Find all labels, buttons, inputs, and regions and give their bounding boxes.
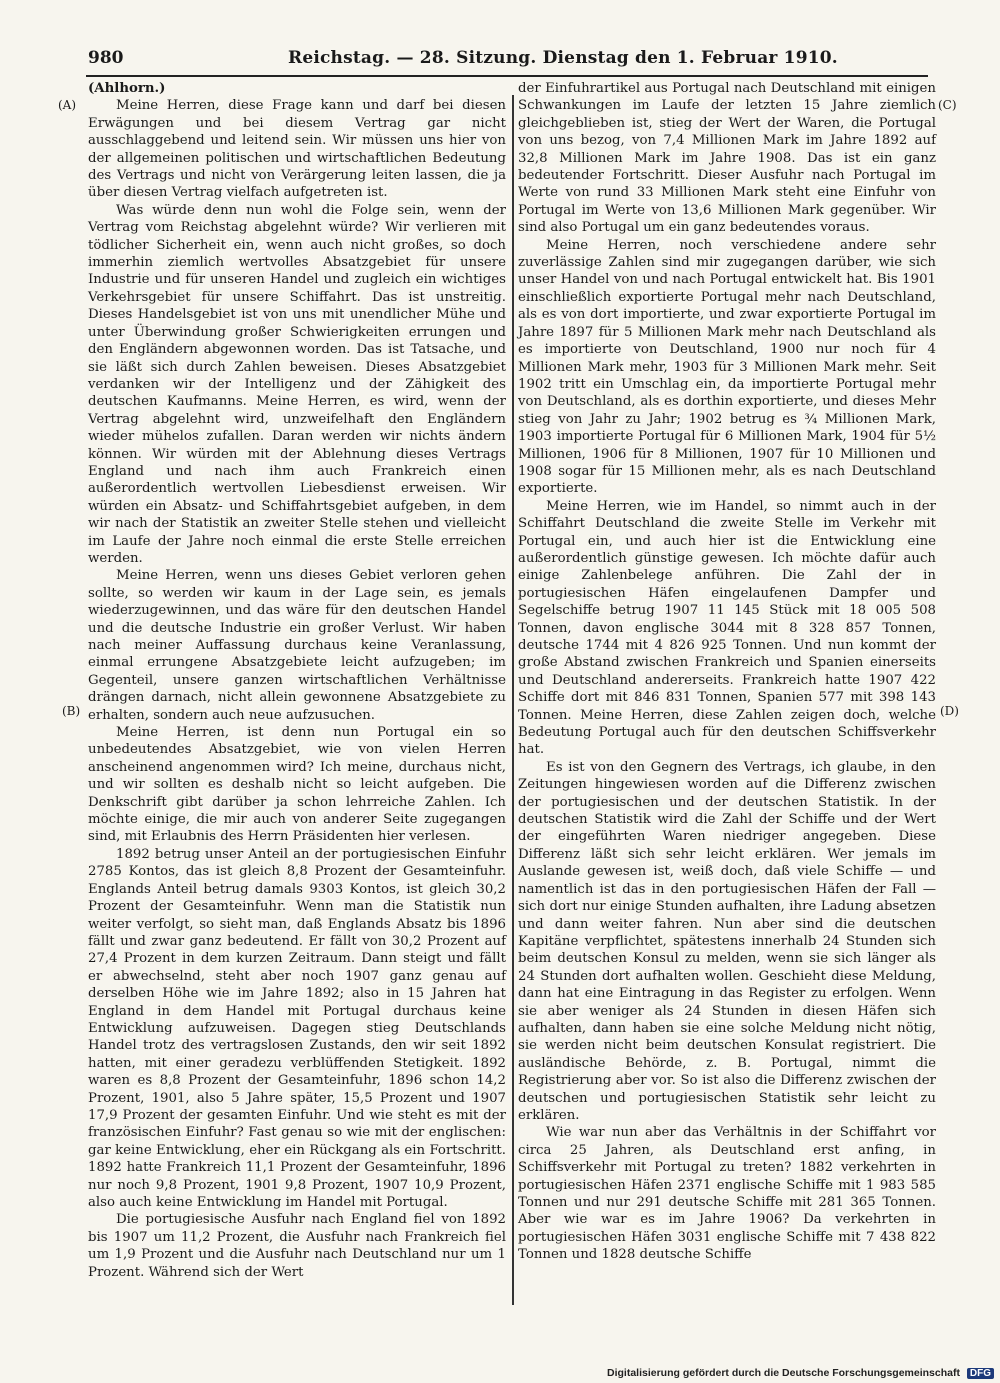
- header-rule: [86, 75, 928, 77]
- paragraph: Was würde denn nun wohl die Folge sein, wenn der Vertrag vom Reichstag abgelehnt würde? Wir verlieren mit tödlicher Sicherheit ein, wenn auch nicht großes, so doch immerhin ziemlich wertvolles Absatzgebiet für unsere Industrie und für unseren Handel und zugleich ein wichtiges Verkehrsgebiet für unsere Schiffahrt. Das ist unstreitig. Dieses Handelsgebiet ist von uns mit unendlicher Mühe und unter Überwindung großer Schwierigkeiten errungen und den Engländern abgewonnen worden. Das ist Tatsache, und sie läßt sich durch Zahlen beweisen. Dieses Absatzgebiet verdanken wir der Intelligenz und der Zähigkeit des deutschen Kaufmanns. Meine Herren, es wird, wenn der Vertrag abgelehnt wird, unzweifelhaft den Engländern wieder mühelos zufallen. Daran werden wir nichts ändern können. Wir würden mit der Ablehnung dieses Vertrags England und nach ihm auch Frankreich einen außerordentlich wertvollen Liebesdienst erweisen. Wir würden ein Absatz- und Schiffahrtsgebiet aufgeben, in dem wir nach der Statistik an zweiter Stelle stehen und vielleicht im Laufe der Jahre noch einmal die erste Stelle erreichen werden.: [88, 202, 506, 566]
- column-divider: [512, 95, 514, 1305]
- paragraph: 1892 betrug unser Anteil an der portugiesischen Einfuhr 2785 Kontos, das ist gleich 8,8 Prozent der Gesamteinfuhr. Englands Anteil betrug damals 9303 Kontos, ist gleich 30,2 Prozent der Gesamteinfuhr. Wenn man die Statistik nun weiter verfolgt, so sieht man, daß Englands Absatz bis 1896 fällt und zwar ganz bedeutend. Er fällt von 30,2 Prozent auf 27,4 Prozent in dem kurzen Zeitraum. Dann steigt und fällt er abwechselnd, steht aber noch 1907 ganz genau auf derselben Höhe wie im Jahre 1892; also in 15 Jahren hat England in dem Handel mit Portugal durchaus keine Entwicklung aufzuweisen. Dagegen stieg Deutschlands Handel trotz des vertragslosen Zustands, den wir seit 1892 hatten, mit einer geradezu verblüffenden Stetigkeit. 1892 waren es 8,8 Prozent der Gesamteinfuhr, 1896 schon 14,2 Prozent, 1901, also 5 Jahre später, 15,5 Prozent und 1907 17,9 Prozent der gesamten Einfuhr. Und wie steht es mit der französischen Einfuhr? Fast genau so wie mit der englischen: gar keine Entwicklung, eher ein Rückgang als ein Fortschritt. 1892 hatte Frankreich 11,1 Prozent der Gesamteinfuhr, 1896 nur noch 9,8 Prozent, 1901 9,8 Prozent, 1907 10,9 Prozent, also auch keine Entwicklung im Handel mit Portugal.: [88, 846, 506, 1210]
- speaker-name: (Ahlhorn.): [88, 81, 166, 96]
- footer-credit: [607, 1367, 994, 1379]
- page-number: 980: [88, 48, 124, 68]
- margin-mark-a: (A): [58, 98, 77, 112]
- paragraph: Meine Herren, wenn uns dieses Gebiet verloren gehen sollte, so werden wir kaum in der Lage sein, es jemals wiederzugewinnen, und das wäre für den deutschen Handel und die deutsche Industrie ein großer Verlust. Wir haben nach meiner Auffassung durchaus keine Veranlassung, einmal errungene Absatzgebiete leicht aufzugeben; im Gegenteil, unsere ganzen wirtschaftlichen Verhältnisse drängen darnach, nicht allein gewonnene Absatzgebiete zu erhalten, sondern auch neue aufzusuchen.: [88, 568, 506, 723]
- paragraph: Meine Herren, noch verschiedene andere sehr zuverlässige Zahlen sind mir zugegangen darüber, wie sich unser Handel von und nach Portugal entwickelt hat. Bis 1901 einschließlich exportierte Portugal mehr nach Deutschland, als es von dort importierte, und zwar exportierte Portugal im Jahre 1897 für 5 Millionen Mark mehr nach Deutschland als es importierte von Deutschland, 1900 nur noch für 4 Millionen Mark mehr, 1903 für 3 Millionen Mark mehr. Seit 1902 tritt ein Umschlag ein, da importierte Portugal mehr von Deutschland, als es dorthin exportierte, und dieses Mehr stieg von Jahr zu Jahr; 1902 betrug es ¾ Millionen Mark, 1903 importierte Portugal für 6 Millionen Mark, 1904 für 5½ Millionen, 1906 für 8 Millionen, 1907 für 10 Millionen und 1908 sogar für 15 Millionen mehr, als es nach Deutschland exportierte.: [518, 237, 936, 497]
- footer-credit-text: Digitalisierung gefördert durch die Deutsche Forschungsgemeinschaft: [607, 1367, 960, 1379]
- paragraph: Meine Herren, diese Frage kann und darf bei diesen Erwägungen und bei diesem Vertrag gar nicht ausschlaggebend und leitend sein. Wir müssen uns hier von der allgemeinen politischen und wirtschaftlichen Bedeutung des Vertrags und nicht von Verärgerung leiten lassen, die ja über diesen Vertrag vielfach aufgetreten ist.: [88, 98, 506, 201]
- paragraph: Wie war nun aber das Verhältnis in der Schiffahrt vor circa 25 Jahren, als Deutschland erst anfing, in Schiffsverkehr mit Portugal zu treten? 1882 verkehrten in portugiesischen Häfen 2371 englische Schiffe mit 1 983 585 Tonnen und nur 291 deutsche Schiffe mit 281 365 Tonnen. Aber wie war es im Jahre 1906? Da verkehrten in portugiesischen Häfen 3031 englische Schiffe mit 7 438 822 Tonnen und 1828 deutsche Schiffe: [518, 1125, 936, 1263]
- paragraph: Meine Herren, ist denn nun Portugal ein so unbedeutendes Absatzgebiet, wie von vielen Herren anscheinend angenommen wird? Ich meine, durchaus nicht, und wir sollten es deshalb nicht so leicht aufgeben. Die Denkschrift gibt darüber ja schon lehrreiche Zahlen. Ich möchte einige, die mir auch von anderer Seite zugegangen sind, mit Erlaubnis des Herrn Präsidenten hier verlesen.: [88, 725, 506, 845]
- running-title: Reichstag. — 28. Sitzung. Dienstag den 1. Februar 1910.: [288, 48, 838, 68]
- paragraph: Meine Herren, wie im Handel, so nimmt auch in der Schiffahrt Deutschland die zweite Stelle im Verkehr mit Portugal ein, und auch hier ist die Entwicklung eine außerordentlich günstige gewesen. Ich möchte dafür auch einige Zahlenbelege anführen. Die Zahl der in portugiesischen Häfen eingelaufenen Dampfer und Segelschiffe betrug 1907 11 145 Stück mit 18 005 508 Tonnen, davon englische 3044 mit 8 328 857 Tonnen, deutsche 1744 mit 4 826 925 Tonnen. Und nun kommt der große Abstand zwischen Frankreich und Spanien einerseits und Deutschland andererseits. Frankreich hatte 1907 422 Schiffe dort mit 846 831 Tonnen, Spanien 577 mit 398 143 Tonnen. Meine Herren, diese Zahlen zeigen doch, welche Bedeutung Portugal auch für den deutschen Schiffsverkehr hat.: [518, 498, 936, 758]
- paragraph: Es ist von den Gegnern des Vertrags, ich glaube, in den Zeitungen hingewiesen worden auf die Differenz zwischen der portugiesischen und der deutschen Statistik. In der deutschen Statistik wird die Zahl der Schiffe und der Wert der eingeführten Waren niedriger angegeben. Diese Differenz läßt sich sehr leicht erklären. Wer jemals im Auslande gewesen ist, weiß doch, daß viele Schiffe — und namentlich ist das in den portugiesischen Häfen der Fall — sich dort nur einige Stunden aufhalten, ihre Ladung absetzen und dann weiter fahren. Nun aber sind die deutschen Kapitäne verpflichtet, spätestens innerhalb 24 Stunden sich beim deutschen Konsul zu melden, wenn sie sich länger als 24 Stunden dort aufhalten wollen. Geschieht diese Meldung, dann hat eine Eintragung in das Register zu erfolgen. Wenn sie aber weniger als 24 Stunden in diesen Häfen sich aufhalten, dann haben sie eine solche Meldung nicht nötig, sie werden nicht beim deutschen Konsulat registriert. Die ausländische Behörde, z. B. Portugal, nimmt die Registrierung aber vor. So ist also die Differenz zwischen der deutschen und portugiesischen Statistik sehr leicht zu erklären.: [518, 759, 936, 1123]
- right-column: [518, 80, 936, 1310]
- dfg-logo: DFG: [967, 1368, 994, 1379]
- margin-mark-d: (D): [940, 704, 959, 718]
- page-header: [88, 48, 923, 74]
- margin-mark-c: (C): [938, 98, 957, 112]
- left-column: [88, 80, 506, 1310]
- paragraph: der Einfuhrartikel aus Portugal nach Deutschland mit einigen Schwankungen im Laufe der letzten 15 Jahre ziemlich gleichgeblieben ist, stieg der Wert der Waren, die Portugal von uns bezog, von 7,4 Millionen Mark im Jahre 1892 auf 32,8 Millionen Mark im Jahre 1908. Das ist ein ganz bedeutender Fortschritt. Dieser Ausfuhr nach Portugal im Werte von rund 33 Millionen Mark steht eine Einfuhr von Portugal im Werte von 13,6 Millionen Mark gegenüber. Wir sind also Portugal um ein ganz bedeutendes voraus.: [518, 81, 936, 236]
- paragraph: Die portugiesische Ausfuhr nach England fiel von 1892 bis 1907 um 11,2 Prozent, die Ausfuhr nach Frankreich fiel um 1,9 Prozent und die Ausfuhr nach Deutschland nur um 1 Prozent. Während sich der Wert: [88, 1212, 506, 1280]
- margin-mark-b: (B): [62, 704, 81, 718]
